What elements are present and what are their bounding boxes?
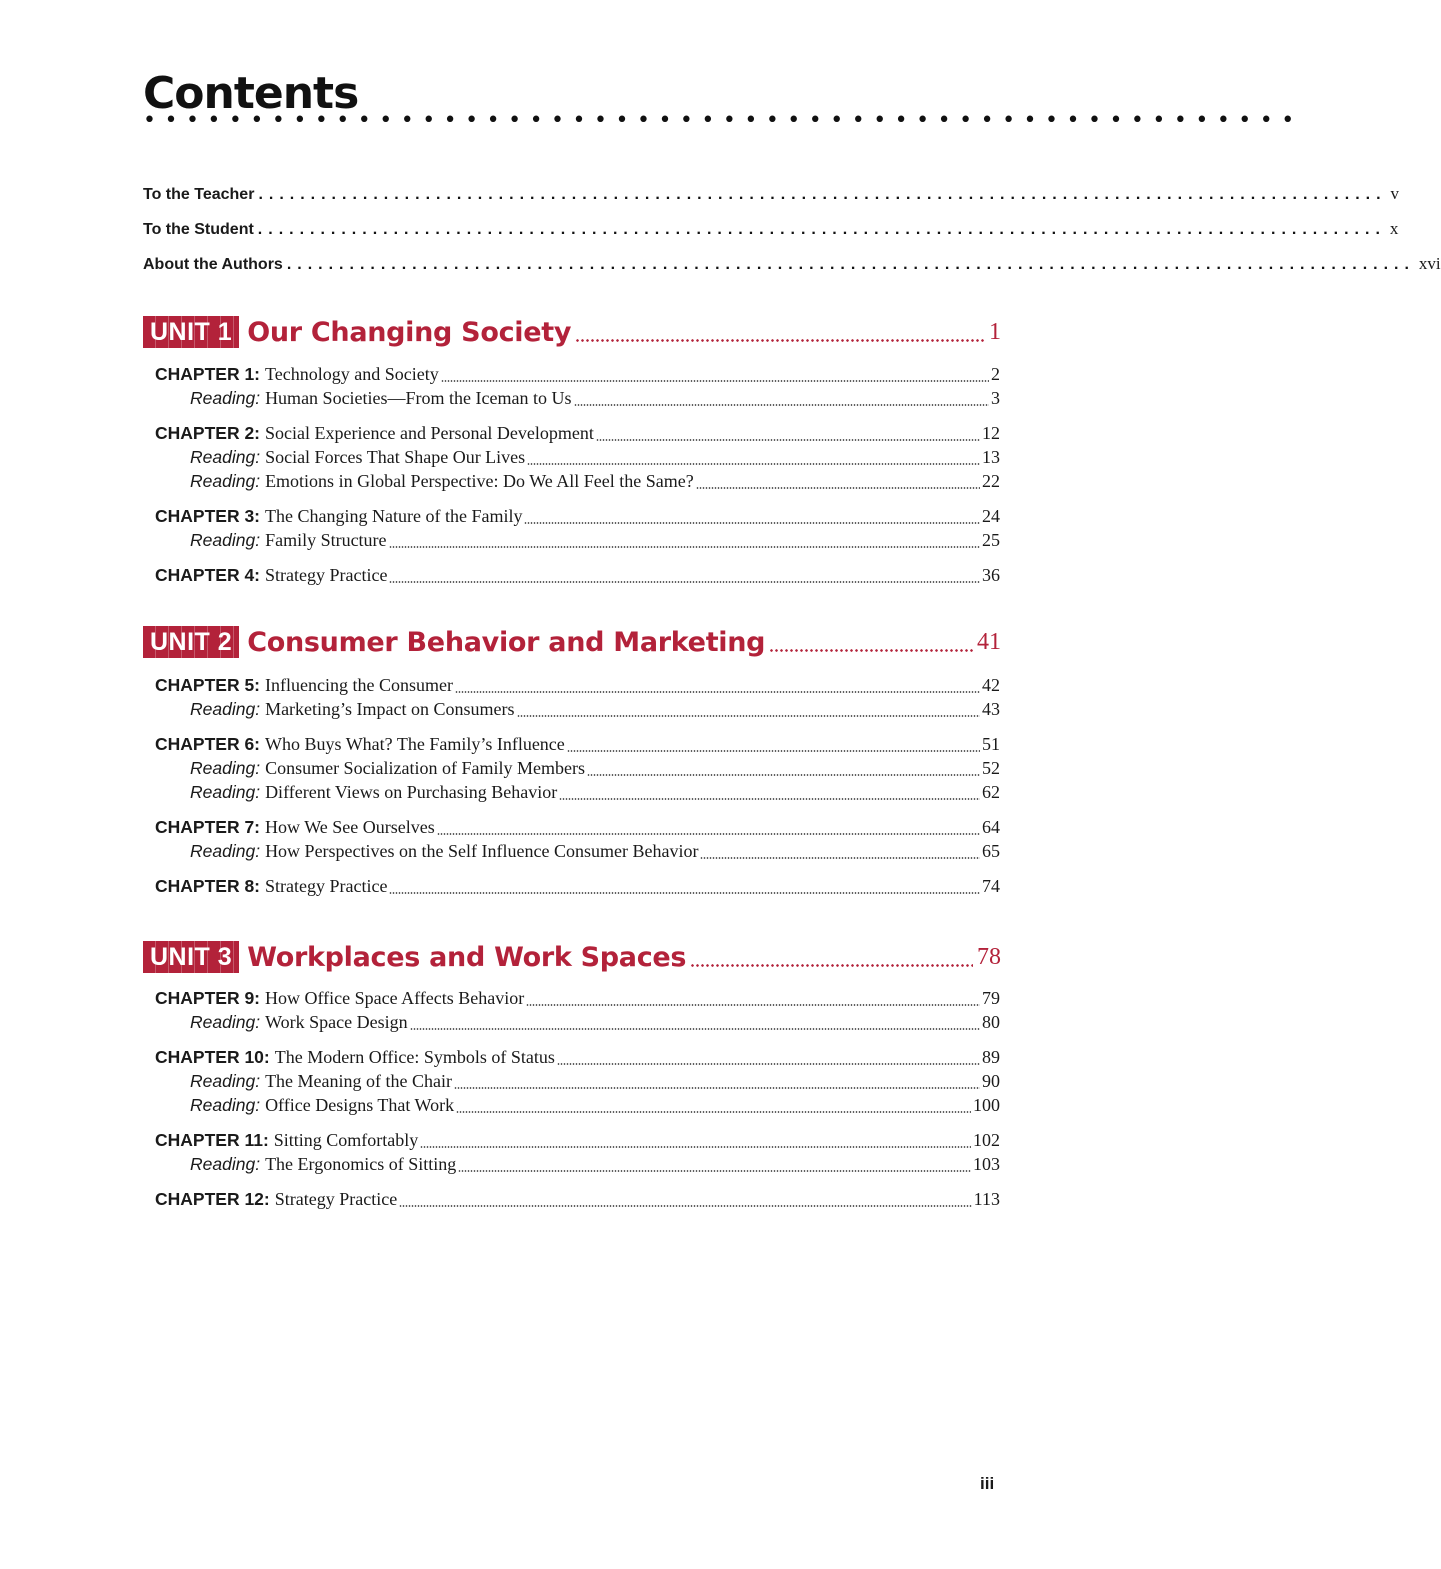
- dot-leader: [458, 1170, 971, 1172]
- chapter-group: [155, 988, 1000, 1036]
- unit-title: Our Changing Society: [247, 316, 572, 348]
- entry-page: 3: [991, 388, 1000, 408]
- chapter-label: CHAPTER 12:: [155, 1189, 270, 1209]
- unit-3-chapters: [155, 988, 1000, 1224]
- entry-page: 22: [982, 471, 1000, 491]
- dot-leader: [526, 1004, 980, 1006]
- toc-entry-reading[interactable]: [155, 1154, 1000, 1178]
- toc-entry-chapter-11[interactable]: [155, 1130, 1000, 1154]
- chapter-label: CHAPTER 11:: [155, 1130, 269, 1150]
- entry-page: 36: [982, 565, 1000, 585]
- reading-label: Reading:: [190, 530, 261, 550]
- reading-title: Human Societies—From the Iceman to Us: [265, 388, 572, 408]
- toc-entry-chapter-1[interactable]: [155, 364, 1000, 388]
- reading-title: The Meaning of the Chair: [265, 1071, 453, 1091]
- dot-leader: [456, 1111, 971, 1113]
- toc-entry-reading[interactable]: [155, 471, 1000, 495]
- chapter-title: Strategy Practice: [265, 565, 388, 585]
- toc-entry-reading[interactable]: [155, 447, 1000, 471]
- reading-label: Reading:: [190, 758, 261, 778]
- reading-title: Consumer Socialization of Family Members: [265, 758, 586, 778]
- unit-1-chapters: [155, 364, 1000, 600]
- dot-leader: [454, 1087, 980, 1089]
- reading-title: Emotions in Global Perspective: Do We All Feel the Same?: [265, 471, 694, 491]
- chapter-title: The Modern Office: Symbols of Status: [274, 1047, 555, 1067]
- dot-leader: [574, 404, 989, 406]
- chapter-label: CHAPTER 3:: [155, 506, 261, 526]
- entry-page: 25: [982, 530, 1000, 550]
- entry-page: 89: [982, 1047, 1000, 1067]
- chapter-label: CHAPTER 6:: [155, 734, 261, 754]
- chapter-label: CHAPTER 9:: [155, 988, 261, 1008]
- entry-page: 42: [982, 675, 1000, 695]
- dot-leader: [527, 463, 980, 465]
- reading-title: Work Space Design: [265, 1012, 408, 1032]
- entry-page: 100: [973, 1095, 1000, 1115]
- toc-entry-to-the-teacher[interactable]: [143, 184, 1400, 219]
- page-title: Contents: [143, 68, 359, 119]
- toc-entry-chapter-8[interactable]: [155, 876, 1000, 900]
- toc-entry-chapter-10[interactable]: [155, 1047, 1000, 1071]
- dot-leader: [524, 522, 980, 524]
- unit-page: 78: [977, 943, 1001, 970]
- toc-entry-reading[interactable]: [155, 699, 1000, 723]
- entry-page: 80: [982, 1012, 1000, 1032]
- entry-label: About the Authors: [143, 256, 283, 273]
- reading-title: Office Designs That Work: [265, 1095, 455, 1115]
- toc-entry-chapter-2[interactable]: [155, 423, 1000, 447]
- dot-leader: ............................................................................................................: [258, 186, 1387, 203]
- dot-leader: [690, 964, 973, 967]
- chapter-label: CHAPTER 1:: [155, 364, 261, 384]
- page-number: iii: [980, 1474, 995, 1493]
- dot-leader: [389, 546, 980, 548]
- entry-page: 103: [973, 1154, 1000, 1174]
- toc-entry-reading[interactable]: [155, 758, 1000, 782]
- chapter-group: [155, 506, 1000, 554]
- reading-label: Reading:: [190, 388, 261, 408]
- dot-leader: [567, 750, 980, 752]
- dot-leader: [517, 715, 980, 717]
- dot-leader: [455, 691, 980, 693]
- chapter-label: CHAPTER 2:: [155, 423, 261, 443]
- chapter-title: How We See Ourselves: [265, 817, 435, 837]
- chapter-group: [155, 876, 1000, 900]
- title-dotted-rule: ••••••••••••••••••••••••••••••••••••••••••••••••••••••: [143, 108, 1303, 133]
- unit-1-header[interactable]: [143, 312, 1001, 352]
- dot-leader: [437, 833, 980, 835]
- chapter-title: Who Buys What? The Family’s Influence: [265, 734, 565, 754]
- entry-page: x: [1389, 219, 1399, 238]
- entry-page: 24: [982, 506, 1000, 526]
- reading-label: Reading:: [190, 1154, 261, 1174]
- entry-page: 51: [982, 734, 1000, 754]
- entry-label: To the Student: [143, 221, 254, 238]
- front-matter-list: [143, 184, 1441, 289]
- entry-page: 43: [982, 699, 1000, 719]
- dot-leader: [441, 380, 989, 382]
- chapter-label: CHAPTER 4:: [155, 565, 261, 585]
- chapter-group: [155, 565, 1000, 589]
- chapter-label: CHAPTER 8:: [155, 876, 261, 896]
- entry-page: 2: [991, 364, 1000, 384]
- unit-badge: UNIT 2: [143, 626, 239, 658]
- chapter-group: [155, 734, 1000, 806]
- toc-entry-to-the-student[interactable]: [143, 219, 1399, 254]
- unit-2-chapters: [155, 675, 1000, 911]
- entry-page: 113: [973, 1189, 1000, 1209]
- dot-leader: [769, 649, 973, 652]
- unit-title: Workplaces and Work Spaces: [247, 941, 687, 973]
- unit-3-header[interactable]: [143, 937, 1001, 977]
- toc-entry-reading[interactable]: [155, 388, 1000, 412]
- entry-page: xvi: [1418, 254, 1441, 273]
- entry-page: 12: [982, 423, 1000, 443]
- entry-page: 74: [982, 876, 1000, 896]
- reading-label: Reading:: [190, 782, 261, 802]
- dot-leader: [557, 1063, 980, 1065]
- dot-leader: [389, 892, 980, 894]
- dot-leader: [410, 1028, 980, 1030]
- dot-leader: [696, 487, 980, 489]
- reading-title: The Ergonomics of Sitting: [265, 1154, 457, 1174]
- toc-entry-chapter-3[interactable]: [155, 506, 1000, 530]
- dot-leader: [420, 1146, 971, 1148]
- reading-label: Reading:: [190, 447, 261, 467]
- entry-page: 52: [982, 758, 1000, 778]
- chapter-group: [155, 1189, 1000, 1213]
- reading-label: Reading:: [190, 1012, 261, 1032]
- unit-badge: UNIT 3: [143, 941, 239, 973]
- entry-label: To the Teacher: [143, 186, 255, 203]
- reading-title: How Perspectives on the Self Influence Consumer Behavior: [265, 841, 699, 861]
- chapter-title: Social Experience and Personal Development: [265, 423, 594, 443]
- chapter-title: Technology and Society: [265, 364, 439, 384]
- reading-label: Reading:: [190, 1095, 261, 1115]
- entry-page: 64: [982, 817, 1000, 837]
- toc-entry-reading[interactable]: [155, 530, 1000, 554]
- toc-entry-reading[interactable]: [155, 841, 1000, 865]
- unit-2-header[interactable]: [143, 622, 1001, 662]
- toc-entry-chapter-9[interactable]: [155, 988, 1000, 1012]
- entry-page: 13: [982, 447, 1000, 467]
- unit-title: Consumer Behavior and Marketing: [247, 626, 766, 658]
- reading-label: Reading:: [190, 471, 261, 491]
- chapter-group: [155, 364, 1000, 412]
- toc-entry-chapter-5[interactable]: [155, 675, 1000, 699]
- reading-title: Social Forces That Shape Our Lives: [265, 447, 526, 467]
- chapter-group: [155, 1130, 1000, 1178]
- reading-label: Reading:: [190, 699, 261, 719]
- unit-page: 41: [977, 628, 1001, 655]
- chapter-group: [155, 423, 1000, 495]
- dot-leader: [575, 339, 985, 342]
- dot-leader: [559, 798, 980, 800]
- chapter-title: Strategy Practice: [265, 876, 388, 896]
- chapter-group: [155, 817, 1000, 865]
- chapter-label: CHAPTER 5:: [155, 675, 261, 695]
- dot-leader: [399, 1205, 971, 1207]
- entry-page: 90: [982, 1071, 1000, 1091]
- chapter-title: How Office Space Affects Behavior: [265, 988, 525, 1008]
- entry-page: 79: [982, 988, 1000, 1008]
- toc-entry-chapter-7[interactable]: [155, 817, 1000, 841]
- chapter-title: Sitting Comfortably: [273, 1130, 419, 1150]
- reading-title: Marketing’s Impact on Consumers: [265, 699, 515, 719]
- toc-entry-chapter-4[interactable]: [155, 565, 1000, 589]
- entry-page: 65: [982, 841, 1000, 861]
- entry-page: 102: [973, 1130, 1000, 1150]
- chapter-label: CHAPTER 7:: [155, 817, 261, 837]
- unit-badge: UNIT 1: [143, 316, 239, 348]
- toc-entry-reading[interactable]: [155, 1012, 1000, 1036]
- chapter-group: [155, 675, 1000, 723]
- chapter-title: The Changing Nature of the Family: [265, 506, 523, 526]
- reading-label: Reading:: [190, 841, 261, 861]
- dot-leader: [596, 439, 980, 441]
- entry-page: 62: [982, 782, 1000, 802]
- chapter-title: Influencing the Consumer: [265, 675, 453, 695]
- chapter-group: [155, 1047, 1000, 1119]
- reading-label: Reading:: [190, 1071, 261, 1091]
- dot-leader: ............................................................................................................: [257, 221, 1386, 238]
- dot-leader: [389, 581, 980, 583]
- reading-title: Different Views on Purchasing Behavior: [265, 782, 558, 802]
- dot-leader: ............................................................................................................: [286, 256, 1415, 273]
- toc-entry-reading[interactable]: [155, 782, 1000, 806]
- toc-entry-reading[interactable]: [155, 1095, 1000, 1119]
- reading-title: Family Structure: [265, 530, 387, 550]
- dot-leader: [700, 857, 980, 859]
- chapter-title: Strategy Practice: [274, 1189, 398, 1209]
- toc-entry-reading[interactable]: [155, 1071, 1000, 1095]
- toc-entry-chapter-6[interactable]: [155, 734, 1000, 758]
- entry-page: v: [1390, 184, 1400, 203]
- toc-entry-about-the-authors[interactable]: [143, 254, 1441, 289]
- chapter-label: CHAPTER 10:: [155, 1047, 270, 1067]
- toc-entry-chapter-12[interactable]: [155, 1189, 1000, 1213]
- unit-page: 1: [989, 318, 1001, 345]
- dot-leader: [587, 774, 980, 776]
